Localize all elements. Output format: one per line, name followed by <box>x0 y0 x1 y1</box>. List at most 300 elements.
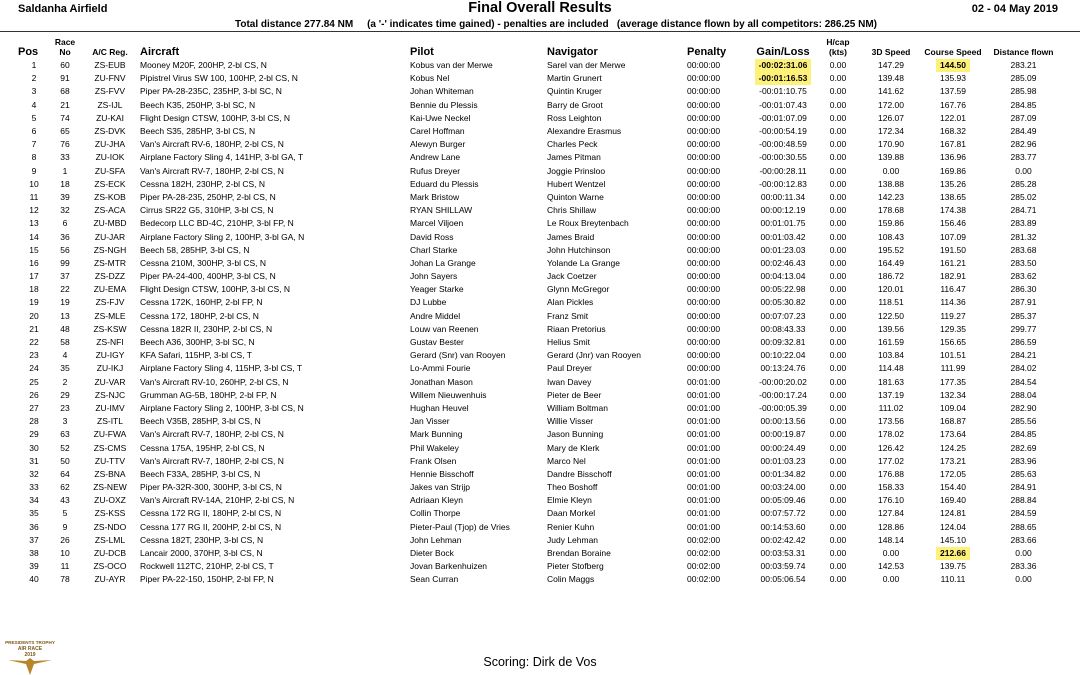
cell-gain-loss: 00:03:59.74 <box>760 561 806 572</box>
cell-pilot: Eduard du Plessis <box>410 178 479 189</box>
cell-pos: 18 <box>29 284 39 295</box>
cell-distance: 287.09 <box>1010 112 1037 123</box>
cell-reg: ZU-IGY <box>95 350 125 361</box>
cell-course-speed: 119.27 <box>940 310 966 321</box>
cell-distance: 288.04 <box>1010 389 1037 400</box>
cell-navigator: Pieter de Beer <box>547 389 602 400</box>
cell-gain-loss: 00:03:53.31 <box>760 548 806 559</box>
cell-aircraft: Beech S35, 285HP, 3-bl CS, N <box>140 126 256 137</box>
page-title: Final Overall Results <box>468 0 612 16</box>
cell-reg: ZU-OXZ <box>94 495 126 506</box>
cell-distance: 0.00 <box>1015 574 1032 585</box>
cell-navigator: Sarel van der Merwe <box>547 60 626 71</box>
cell-course-speed: 107.09 <box>940 231 966 242</box>
table-row <box>18 99 1064 112</box>
results-body <box>18 58 1064 587</box>
cell-reg: ZS-ECK <box>94 178 126 189</box>
cell-3d-speed: 127.84 <box>878 508 904 519</box>
cell-course-speed: 124.81 <box>940 508 966 519</box>
cell-course-speed: 177.35 <box>940 376 966 387</box>
table-row <box>18 125 1064 138</box>
cell-3d-speed: 138.88 <box>878 178 904 189</box>
cell-pilot: Carel Hoffman <box>410 126 465 137</box>
cell-course-speed: 138.65 <box>940 191 966 202</box>
cell-pilot: Hughan Heuvel <box>410 402 469 413</box>
cell-course-speed: 161.21 <box>940 257 966 268</box>
cell-pos: 30 <box>29 442 39 453</box>
cell-penalty: 00:01:00 <box>687 495 721 506</box>
cell-penalty: 00:00:00 <box>687 284 721 295</box>
cell-aircraft: Van's Aircraft RV-6, 180HP, 2-bl CS, N <box>140 139 284 150</box>
cell-reg: ZU-FWA <box>93 429 127 440</box>
cell-gain-loss: -00:00:48.59 <box>759 139 807 150</box>
cell-race-no: 26 <box>60 534 70 545</box>
cell-reg: ZS-EUB <box>94 60 126 71</box>
cell-hcap: 0.00 <box>829 284 847 295</box>
cell-penalty: 00:00:00 <box>687 337 721 348</box>
cell-gain-loss: 00:05:30.82 <box>760 297 806 308</box>
cell-penalty: 00:00:00 <box>687 257 721 268</box>
cell-pilot: Alewyn Burger <box>410 139 466 150</box>
cell-race-no: 21 <box>60 99 70 110</box>
cell-reg: ZS-IJL <box>97 99 123 110</box>
cell-3d-speed: 0.00 <box>882 548 900 559</box>
cell-navigator: Brendan Boraine <box>547 548 611 559</box>
cell-course-speed: 168.32 <box>940 126 966 137</box>
cell-pilot: David Ross <box>410 231 454 242</box>
cell-race-no: 32 <box>60 205 70 216</box>
cell-hcap: 0.00 <box>829 112 847 123</box>
cell-race-no: 9 <box>62 521 68 532</box>
cell-aircraft: Cessna 175A, 195HP, 2-bl CS, N <box>140 442 265 453</box>
cell-pos: 31 <box>29 455 39 466</box>
logo-text-mid: AIR RACE <box>17 646 43 652</box>
cell-race-no: 22 <box>60 284 70 295</box>
cell-race-no: 23 <box>60 402 70 413</box>
cell-aircraft: Beech F33A, 285HP, 3-bl CS, N <box>140 468 261 479</box>
cell-race-no: 58 <box>60 337 70 348</box>
cell-pos: 28 <box>29 416 39 427</box>
cell-penalty: 00:02:00 <box>687 574 721 585</box>
cell-reg: ZU-JAR <box>94 231 126 242</box>
cell-navigator: Chris Shillaw <box>547 205 597 216</box>
cell-race-no: 99 <box>60 257 70 268</box>
cell-3d-speed: 0.00 <box>882 165 900 176</box>
table-row <box>18 521 1064 534</box>
cell-penalty: 00:00:00 <box>687 323 721 334</box>
cell-aircraft: Beech K35, 250HP, 3-bl SC, N <box>140 99 256 110</box>
cell-navigator: Le Roux Breytenbach <box>547 218 629 229</box>
cell-hcap: 0.00 <box>829 152 847 163</box>
cell-aircraft: Van's Aircraft RV-14A, 210HP, 2-bl CS, N <box>140 495 295 506</box>
table-row <box>18 178 1064 191</box>
cell-pilot: DJ Lubbe <box>410 297 447 308</box>
cell-navigator: Judy Lehman <box>547 534 599 545</box>
cell-hcap: 0.00 <box>829 178 847 189</box>
cell-navigator: Joggie Prinsloo <box>547 165 606 176</box>
table-row <box>18 191 1064 204</box>
cell-course-speed: 173.64 <box>940 429 966 440</box>
cell-navigator: Elmie Kleyn <box>547 495 592 506</box>
table-row <box>18 323 1064 336</box>
cell-pilot: Mark Bristow <box>410 191 460 202</box>
cell-hcap: 0.00 <box>829 376 847 387</box>
cell-pos: 34 <box>29 495 39 506</box>
cell-pilot: Charl Starke <box>410 244 458 255</box>
cell-distance: 283.66 <box>1010 534 1037 545</box>
cell-navigator: Dandre Bisschoff <box>547 468 612 479</box>
cell-distance: 285.63 <box>1010 468 1037 479</box>
cell-pos: 25 <box>29 376 39 387</box>
cell-distance: 282.90 <box>1010 402 1037 413</box>
table-row <box>18 283 1064 296</box>
table-row <box>18 336 1064 349</box>
cell-hcap: 0.00 <box>829 534 847 545</box>
cell-reg: ZU-TTV <box>94 455 126 466</box>
cell-gain-loss: -00:01:07.43 <box>759 99 807 110</box>
cell-pos: 16 <box>29 257 39 268</box>
cell-gain-loss: 00:01:03.23 <box>760 455 806 466</box>
cell-distance: 287.91 <box>1010 297 1037 308</box>
cell-3d-speed: 108.43 <box>878 231 904 242</box>
cell-distance: 283.89 <box>1010 218 1037 229</box>
cell-aircraft: Cessna 177 RG II, 200HP, 2-bl CS, N <box>140 521 282 532</box>
cell-gain-loss: 00:08:43.33 <box>760 323 806 334</box>
cell-distance: 284.21 <box>1010 350 1037 361</box>
cell-hcap: 0.00 <box>829 482 847 493</box>
cell-course-speed: 122.01 <box>940 112 966 123</box>
table-row <box>18 270 1064 283</box>
cell-navigator: Marco Nel <box>547 455 586 466</box>
cell-pos: 19 <box>29 297 39 308</box>
cell-race-no: 11 <box>60 561 70 572</box>
cell-navigator: Yolande La Grange <box>547 257 620 268</box>
cell-aircraft: Cirrus SR22 G5, 310HP, 3-bl CS, N <box>140 205 274 216</box>
cell-pilot: Bennie du Plessis <box>410 99 478 110</box>
cell-reg: ZS-CMS <box>93 442 127 453</box>
cell-penalty: 00:00:00 <box>687 310 721 321</box>
cell-penalty: 00:01:00 <box>687 482 721 493</box>
cell-navigator: William Boltman <box>547 402 608 413</box>
cell-gain-loss: -00:00:28.11 <box>759 165 807 176</box>
table-row <box>18 204 1064 217</box>
cell-aircraft: Grumman AG-5B, 180HP, 2-bl FP, N <box>140 389 277 400</box>
cell-distance: 285.09 <box>1010 73 1037 84</box>
cell-hcap: 0.00 <box>829 574 847 585</box>
cell-pilot: Jan Visser <box>410 416 450 427</box>
cell-course-speed: 139.75 <box>940 561 966 572</box>
cell-aircraft: Piper PA-24-400, 400HP, 3-bl CS, N <box>140 271 276 282</box>
cell-gain-loss: 00:13:24.76 <box>760 363 806 374</box>
results-subtitle: Total distance 277.84 NM (a '-' indicates time gained) - penalties are included (average distance flown by all competitors: 286.25 NM) <box>235 19 877 30</box>
cell-pos: 29 <box>29 429 39 440</box>
cell-gain-loss <box>749 58 817 72</box>
cell-hcap: 0.00 <box>829 297 847 308</box>
cell-pos: 20 <box>29 310 39 321</box>
cell-gain-loss: 00:07:57.72 <box>760 508 806 519</box>
cell-gain-loss: -00:01:10.75 <box>759 86 807 97</box>
cell-course-speed: 172.05 <box>940 468 966 479</box>
cell-reg: ZS-KSW <box>93 323 127 334</box>
cell-race-no: 13 <box>60 310 70 321</box>
table-row <box>18 494 1064 507</box>
cell-race-no: 39 <box>60 191 70 202</box>
cell-pos: 10 <box>29 178 39 189</box>
cell-hcap: 0.00 <box>829 165 847 176</box>
cell-reg: ZS-DVK <box>94 126 126 137</box>
cell-course-speed: 135.26 <box>940 178 966 189</box>
table-row <box>18 455 1064 468</box>
cell-gain-loss: 00:00:13.56 <box>760 416 806 427</box>
cell-aircraft: Flight Design CTSW, 100HP, 3-bl CS, N <box>140 112 291 123</box>
cell-pos: 2 <box>31 73 37 84</box>
cell-distance: 284.91 <box>1010 482 1037 493</box>
scoring-credit: Scoring: Dirk de Vos <box>483 655 597 669</box>
table-row <box>18 362 1064 375</box>
cell-hcap: 0.00 <box>829 86 847 97</box>
cell-navigator: Ross Leighton <box>547 112 602 123</box>
cell-gain-loss: 00:03:24.00 <box>760 482 806 493</box>
cell-reg: ZS-NGH <box>93 244 127 255</box>
cell-navigator: Charles Peck <box>547 139 598 150</box>
cell-course-speed: 174.38 <box>940 205 966 216</box>
cell-navigator: Barry de Groot <box>547 99 603 110</box>
cell-pos: 39 <box>29 561 39 572</box>
table-row <box>18 547 1064 560</box>
cell-gain-loss: -00:00:20.02 <box>759 376 807 387</box>
table-row <box>18 415 1064 428</box>
cell-race-no: 78 <box>60 574 70 585</box>
cell-3d-speed: 126.07 <box>878 112 904 123</box>
cell-3d-speed: 103.84 <box>878 350 904 361</box>
cell-pos: 8 <box>31 152 37 163</box>
cell-3d-speed: 122.50 <box>878 310 904 321</box>
cell-pos: 7 <box>31 139 37 150</box>
cell-pos: 14 <box>29 231 39 242</box>
table-row <box>18 112 1064 125</box>
cell-3d-speed: 111.02 <box>878 402 904 413</box>
cell-aircraft: Lancair 2000, 370HP, 3-bl CS, N <box>140 548 263 559</box>
table-row <box>18 230 1064 243</box>
table-row <box>18 507 1064 520</box>
cell-hcap: 0.00 <box>829 495 847 506</box>
table-row <box>18 138 1064 151</box>
cell-aircraft: Bedecorp LLC BD-4C, 210HP, 3-bl FP, N <box>140 218 294 229</box>
cell-pos: 40 <box>29 574 39 585</box>
cell-penalty: 00:02:00 <box>687 534 721 545</box>
cell-reg: ZS-NFI <box>96 337 124 348</box>
cell-reg: ZS-OCO <box>93 561 127 572</box>
cell-aircraft: Airplane Factory Sling 2, 100HP, 3-bl CS, N <box>140 402 304 413</box>
cell-3d-speed: 147.29 <box>878 60 904 71</box>
cell-pilot: Jonathan Mason <box>410 376 473 387</box>
cell-distance: 283.50 <box>1010 257 1037 268</box>
cell-gain-loss: 00:01:01.75 <box>760 218 806 229</box>
logo-text-year: 2019 <box>24 652 36 658</box>
cell-3d-speed: 170.90 <box>878 139 904 150</box>
cell-3d-speed: 139.48 <box>878 73 904 84</box>
cell-pilot: Rufus Dreyer <box>410 165 461 176</box>
cell-aircraft: Piper PA-22-150, 150HP, 2-bl FP, N <box>140 574 274 585</box>
cell-3d-speed: 159.86 <box>878 218 904 229</box>
table-row <box>18 257 1064 270</box>
cell-3d-speed: 137.19 <box>878 389 904 400</box>
table-row <box>18 165 1064 178</box>
cell-course-speed <box>923 58 983 72</box>
cell-course-speed: 169.40 <box>940 495 966 506</box>
cell-hcap: 0.00 <box>829 429 847 440</box>
cell-3d-speed: 178.68 <box>878 205 904 216</box>
cell-course-speed: 145.10 <box>940 534 966 545</box>
cell-course-speed: 114.36 <box>940 297 966 308</box>
cell-race-no: 6 <box>62 218 68 229</box>
cell-aircraft: Airplane Factory Sling 4, 141HP, 3-bl GA, T <box>140 152 304 163</box>
cell-3d-speed: 139.56 <box>878 323 904 334</box>
cell-penalty: 00:00:00 <box>687 126 721 137</box>
cell-hcap: 0.00 <box>829 468 847 479</box>
cell-aircraft: Van's Aircraft RV-10, 260HP, 2-bl CS, N <box>140 376 289 387</box>
cell-pilot: Andre Middel <box>410 310 461 321</box>
cell-course-speed: 132.34 <box>940 389 966 400</box>
cell-race-no: 76 <box>60 139 70 150</box>
cell-gain-loss: 00:01:03.42 <box>760 231 806 242</box>
cell-gain-loss: 00:09:32.81 <box>760 337 806 348</box>
col-header-race-no: Race No <box>54 37 76 57</box>
cell-gain-loss: 00:00:24.49 <box>760 442 806 453</box>
cell-pilot: Collin Thorpe <box>410 508 461 519</box>
col-header-3d-speed: 3D Speed <box>871 47 911 57</box>
cell-race-no: 68 <box>60 86 70 97</box>
cell-aircraft: Airplane Factory Sling 4, 115HP, 3-bl CS, T <box>140 363 303 374</box>
cell-distance: 283.96 <box>1010 455 1037 466</box>
cell-3d-speed: 148.14 <box>878 534 904 545</box>
cell-race-no: 19 <box>60 297 70 308</box>
cell-pilot: Dieter Bock <box>410 548 454 559</box>
cell-pilot: Mark Bunning <box>410 429 463 440</box>
table-row <box>18 244 1064 257</box>
cell-hcap: 0.00 <box>829 337 847 348</box>
cell-hcap: 0.00 <box>829 389 847 400</box>
cell-reg: ZS-ITL <box>97 416 123 427</box>
cell-penalty: 00:01:00 <box>687 389 721 400</box>
cell-distance: 284.85 <box>1010 99 1037 110</box>
cell-pilot: Gustav Bester <box>410 337 464 348</box>
cell-pilot: Adriaan Kleyn <box>410 495 463 506</box>
cell-gain-loss: 00:05:09.46 <box>760 495 806 506</box>
cell-pos: 32 <box>29 468 39 479</box>
cell-pilot: Kai-Uwe Neckel <box>410 112 471 123</box>
cell-reg: ZS-MTR <box>93 257 127 268</box>
cell-3d-speed: 120.01 <box>878 284 904 295</box>
cell-navigator: Renier Kuhn <box>547 521 595 532</box>
cell-penalty: 00:01:00 <box>687 521 721 532</box>
cell-distance: 283.21 <box>1010 60 1037 71</box>
cell-hcap: 0.00 <box>829 99 847 110</box>
cell-reg: ZS-BNA <box>94 468 126 479</box>
cell-penalty: 00:01:00 <box>687 376 721 387</box>
cell-aircraft: Piper PA-28-235, 250HP, 2-bl CS, N <box>140 191 276 202</box>
cell-hcap: 0.00 <box>829 73 847 84</box>
cell-gain-loss: 00:00:19.87 <box>760 429 806 440</box>
cell-navigator: Mary de Klerk <box>547 442 600 453</box>
cell-reg: ZU-AYR <box>94 574 126 585</box>
cell-reg: ZU-IMV <box>95 402 125 413</box>
cell-penalty: 00:01:00 <box>687 416 721 427</box>
cell-distance: 285.02 <box>1010 191 1037 202</box>
highlighted-value: 212.66 <box>936 547 970 560</box>
cell-navigator: Riaan Pretorius <box>547 323 606 334</box>
cell-race-no: 5 <box>62 508 68 519</box>
cell-3d-speed: 128.86 <box>878 521 904 532</box>
cell-gain-loss: -00:00:54.19 <box>759 126 807 137</box>
cell-hcap: 0.00 <box>829 363 847 374</box>
cell-hcap: 0.00 <box>829 191 847 202</box>
cell-3d-speed: 173.56 <box>878 416 904 427</box>
cell-hcap: 0.00 <box>829 205 847 216</box>
cell-pilot: Andrew Lane <box>410 152 461 163</box>
cell-distance: 283.36 <box>1010 561 1037 572</box>
cell-race-no: 52 <box>60 442 70 453</box>
table-row <box>18 468 1064 481</box>
cell-pilot: Marcel Viljoen <box>410 218 464 229</box>
cell-reg: ZS-KOB <box>94 191 126 202</box>
cell-pilot: Lo-Ammi Fourie <box>410 363 471 374</box>
col-header-course-speed: Course Speed <box>924 47 982 57</box>
cell-aircraft: Cessna 210M, 300HP, 3-bl CS, N <box>140 257 266 268</box>
cell-race-no: 56 <box>60 244 70 255</box>
cell-pilot: Louw van Reenen <box>410 323 479 334</box>
cell-hcap: 0.00 <box>829 257 847 268</box>
cell-pos: 6 <box>31 126 37 137</box>
cell-race-no: 62 <box>60 482 70 493</box>
cell-reg: ZU-DCB <box>93 548 127 559</box>
cell-penalty: 00:01:00 <box>687 455 721 466</box>
cell-aircraft: Beech V35B, 285HP, 3-bl CS, N <box>140 416 261 427</box>
cell-aircraft: Van's Aircraft RV-7, 180HP, 2-bl CS, N <box>140 429 284 440</box>
cell-3d-speed: 142.53 <box>878 561 904 572</box>
cell-course-speed: 173.21 <box>940 455 966 466</box>
cell-navigator: Alan Pickles <box>547 297 594 308</box>
cell-reg: ZS-KSS <box>94 508 126 519</box>
cell-reg: ZS-NEW <box>93 482 127 493</box>
cell-penalty: 00:01:00 <box>687 429 721 440</box>
cell-reg: ZS-MLE <box>94 310 126 321</box>
cell-navigator: Franz Smit <box>547 310 589 321</box>
table-row <box>18 85 1064 98</box>
table-row <box>18 151 1064 164</box>
cell-3d-speed: 176.88 <box>878 468 904 479</box>
cell-navigator: Jason Bunning <box>547 429 604 440</box>
cell-hcap: 0.00 <box>829 271 847 282</box>
cell-penalty: 00:01:00 <box>687 442 721 453</box>
col-header-pilot: Pilot <box>410 46 434 58</box>
cell-pos: 17 <box>29 271 39 282</box>
cell-course-speed: 137.59 <box>940 86 966 97</box>
table-row <box>18 481 1064 494</box>
cell-navigator: Hubert Wentzel <box>547 178 606 189</box>
cell-penalty: 00:00:00 <box>687 244 721 255</box>
cell-distance: 283.77 <box>1010 152 1037 163</box>
cell-3d-speed: 181.63 <box>878 376 904 387</box>
cell-course-speed <box>923 547 983 560</box>
cell-penalty: 00:00:00 <box>687 60 721 71</box>
cell-aircraft: Airplane Factory Sling 2, 100HP, 3-bl GA, N <box>140 231 305 242</box>
cell-reg: ZS-ACA <box>94 205 126 216</box>
cell-pos: 37 <box>29 534 39 545</box>
cell-hcap: 0.00 <box>829 521 847 532</box>
cell-hcap: 0.00 <box>829 126 847 137</box>
cell-hcap: 0.00 <box>829 561 847 572</box>
